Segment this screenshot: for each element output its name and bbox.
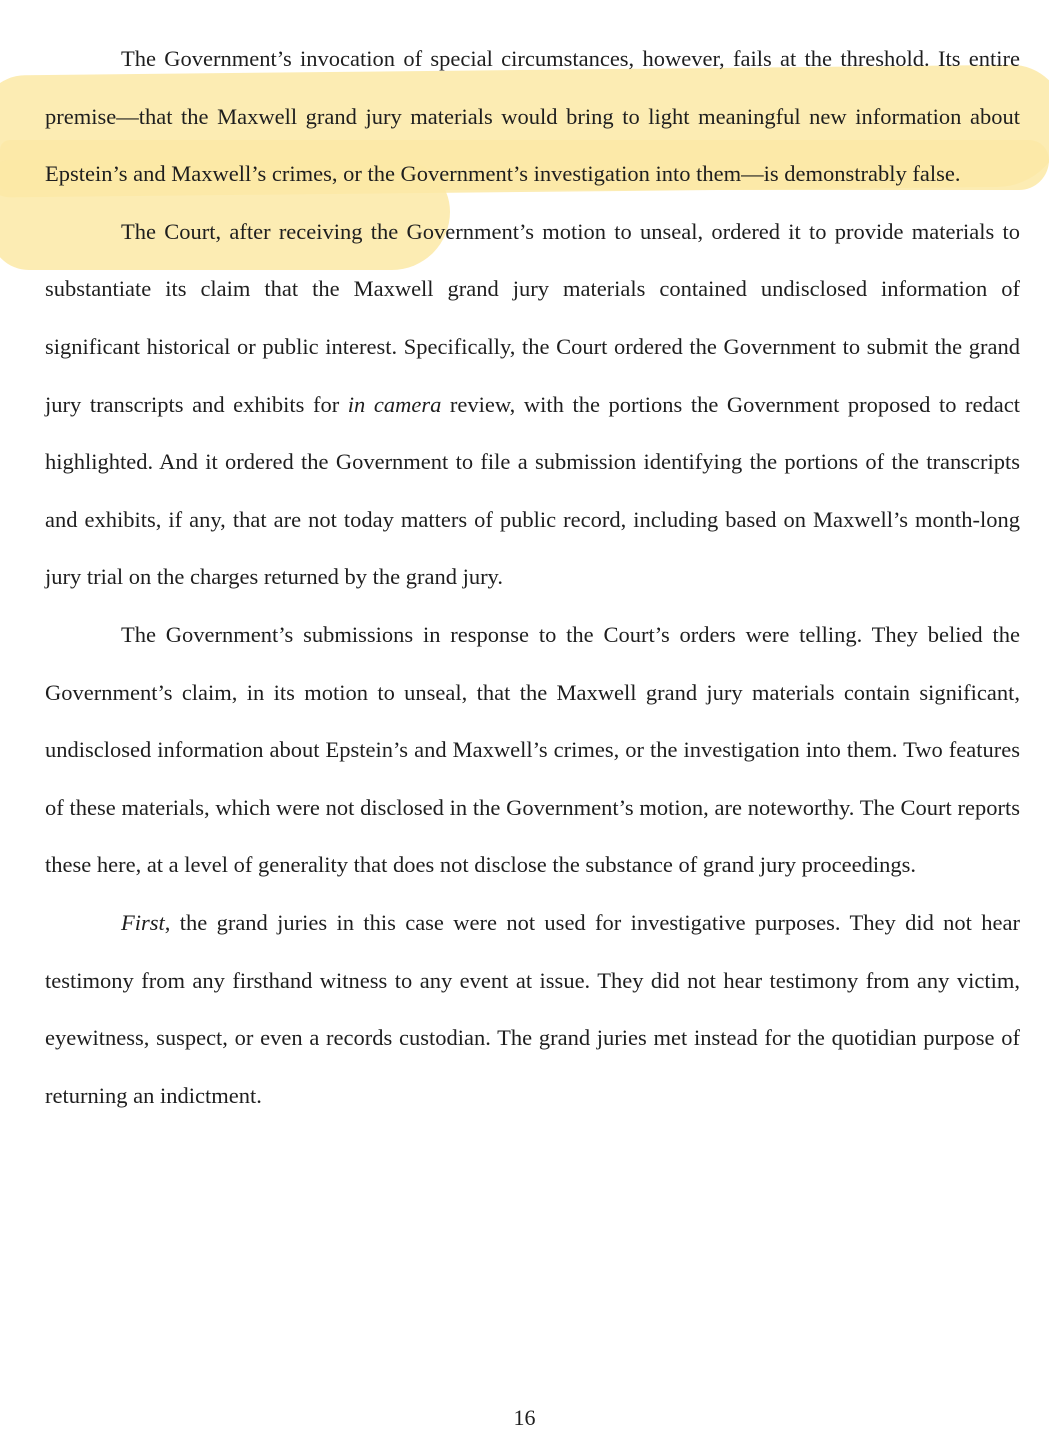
paragraph-3 [45,606,1020,894]
page-number: 16 [513,1405,536,1430]
document-body [45,30,1020,1124]
italic-text: First [121,909,165,935]
paragraph-text: review, with the portions the Government proposed to redact highlighted. And it ordered the Government to file a submission identifying the portions of the transcripts and exhibits, if any, that are not today matters of public record, including based on Maxwell’s month-long jury trial on the charges returned by the grand jury. [45,391,1021,590]
paragraph-text: The Government’s invocation of special circumstances, however, fails at the threshold. Its entire premise—that the Maxwell grand jury materials would bring to light meaningful new information about Epstein’s and Maxwell’s crimes, or the Government’s investigation into them—is demonstrably false. [45,46,1020,187]
paragraph-1 [45,30,1020,203]
paragraph-2 [45,203,1020,606]
paragraph-text: The Government’s submissions in response to the Court’s orders were telling. They belied the Government’s claim, in its motion to unseal, that the Maxwell grand jury materials contain significant, undisclosed information about Epstein’s and Maxwell’s crimes, or the investigation into them. Two features of these materials, which were not disclosed in the Government’s motion, are noteworthy. The Court reports these here, at a level of generality that does not disclose the substance of grand jury proceedings. [45,621,1020,878]
italic-text: in camera [347,391,442,417]
paragraph-text: The Court, after receiving the Government’s motion to unseal, ordered it to provide materials to substantiate its claim that the Maxwell grand jury materials contained undisclosed information of significant historical or public interest. Specifically, the Court ordered the Government to submit the grand jury transcripts and exhibits for [45,218,1020,417]
paragraph-4 [45,894,1020,1124]
paragraph-text: , the grand juries in this case were not used for investigative purposes. They did not hear testimony from any firsthand witness to any event at issue. They did not hear testimony from any victim, eyewitness, suspect, or even a records custodian. The grand juries met instead for the quotidian purpose of returning an indictment. [45,909,1020,1108]
